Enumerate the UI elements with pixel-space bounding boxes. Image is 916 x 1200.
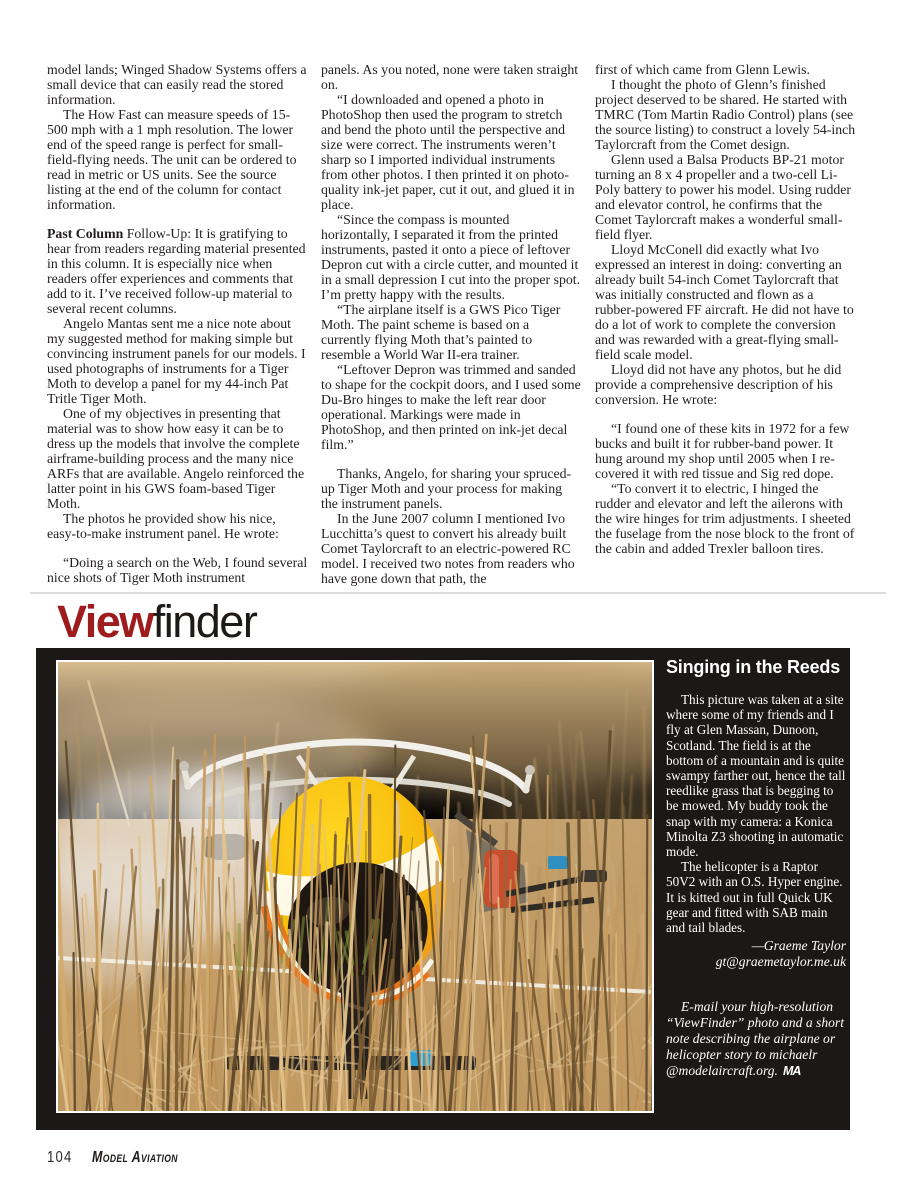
- viewfinder-section-title: [57, 598, 256, 646]
- paragraph: Glenn used a Balsa Products BP-21 motor turning an 8 x 4 propeller and a two-cell Li-Poly battery to power his model. Using rudder and elevator control, he confirms that the Comet Taylorcraft makes a wonderful small-field flyer.: [595, 152, 851, 242]
- section-divider: [30, 592, 886, 594]
- paragraph: The How Fast can measure speeds of 15-500 mph with a 1 mph resolution. The lower end of the speed range is perfect for small-field-flying needs. The unit can be ordered to read in metric or US units. See the source listing at the end of the column for contact information.: [47, 107, 297, 212]
- paragraph: Past Column Follow-Up: It is gratifying to hear from readers regarding material presented in this column. It is especially nice when readers offer experiences and comments that add to it. I’ve received follow-up material to several recent columns.: [47, 226, 306, 316]
- paragraph: “Leftover Depron was trimmed and sanded to shape for the cockpit doors, and I used some Du-Bro hinges to make the left rear door operational. Markings were made in PhotoShop, and then printed on ink-jet decal film.”: [321, 362, 581, 452]
- paragraph: first of which came from Glenn Lewis.: [595, 62, 810, 77]
- viewfinder-title-rest: finder: [152, 596, 257, 647]
- paragraph: This picture was taken at a site where some of my friends and I fly at Glen Massan, Dunoon, Scotland. The field is at the bottom of a mountain and is quite swampy farther out, hence the tall reedlike grass that is begging to be mowed. My buddy took the snap with my camera: a Konica Minolta Z3 shooting in automatic mode.: [666, 692, 846, 860]
- byline: [666, 938, 846, 969]
- byline-name: —Graeme Taylor: [751, 938, 846, 954]
- helicopter-in-reeds-illustration: [58, 662, 652, 1111]
- paragraph: Angelo Mantas sent me a nice note about my suggested method for making simple but convincing instrument panels for our models. I used photographs of instruments for a Tiger Moth to develop a panel for my 44-inch Pat Tritle Tiger Moth.: [47, 316, 306, 406]
- viewfinder-sidebar: [666, 656, 846, 1093]
- magazine-title: Model Aviation: [92, 1149, 179, 1166]
- submission-note: [666, 999, 846, 1079]
- paragraph: “I found one of these kits in 1972 for a few bucks and built it for rubber-band power. It hung around my shop until 2005 when I re-covered it with red tissue and Sig red dope.: [595, 421, 850, 481]
- viewfinder-title-accent: View: [57, 596, 153, 647]
- sidebar-paragraphs: [666, 692, 846, 935]
- viewfinder-photo: [58, 662, 652, 1111]
- article-columns: [47, 62, 856, 586]
- paragraph: The photos he provided show his nice, easy-to-make instrument panel. He wrote:: [47, 511, 279, 541]
- sidebar-heading: Singing in the Reeds: [666, 657, 841, 677]
- photo-frame: [56, 660, 654, 1113]
- paragraph: “Doing a search on the Web, I found several nice shots of Tiger Moth instrument: [47, 555, 308, 585]
- article-column-3: [595, 62, 856, 586]
- paragraph: “I downloaded and opened a photo in PhotoShop then used the program to stretch and bend the photo until the perspective and size were correct. The instruments weren’t sharp so I imported individual instruments from other photos. I then printed it on photo-quality ink-jet paper, cut it out, and glued it in place.: [321, 92, 575, 212]
- paragraph: model lands; Winged Shadow Systems offers a small device that can easily read the stored information.: [47, 62, 307, 107]
- paragraph: The helicopter is a Raptor 50V2 with an O.S. Hyper engine. It is kitted out in full Quick UK gear and fitted with SAB main and tail blades.: [666, 859, 843, 936]
- paragraph: “The airplane itself is a GWS Pico Tiger Moth. The paint scheme is based on a currently flying Moth that’s painted to resemble a World War II-era trainer.: [321, 302, 561, 362]
- viewfinder-box: [36, 648, 850, 1130]
- article-column-1: [47, 62, 308, 586]
- page-number: 104: [47, 1149, 73, 1166]
- article-column-2: [321, 62, 582, 586]
- paragraph: panels. As you noted, none were taken straight on.: [321, 62, 579, 92]
- ma-logo: MA: [782, 1063, 801, 1078]
- paragraph: “To convert it to electric, I hinged the rudder and elevator and left the ailerons with the wire hinges for trim adjustments. I sheeted the fuselage from the nose block to the front of the cabin and added Trexler balloon tires.: [595, 481, 855, 556]
- page-footer: [47, 1149, 202, 1167]
- paragraph: “Since the compass is mounted horizontally, I separated it from the printed instruments, pasted it onto a piece of leftover Depron cut with a circle cutter, and mounted it in a small depression I cut into the proper spot. I’m pretty happy with the results.: [321, 212, 581, 302]
- paragraph: I thought the photo of Glenn’s finished project deserved to be shared. He started with TMRC (Tom Martin Radio Control) plans (see the source listing) to construct a lovely 54-inch Taylorcraft from the Comet design.: [595, 77, 856, 152]
- paragraph: One of my objectives in presenting that material was to show how easy it can be to dress up the models that involve the complete airframe-building process and the many nice ARFs that are available. Angelo reinforced the latter point in his GWS foam-based Tiger Moth.: [47, 406, 305, 511]
- submission-note-text: E-mail your high-resolution “ViewFinder” photo and a short note describing the airplane or helicopter story to michaelr @modelaircraft.org.: [666, 999, 844, 1078]
- paragraph: Thanks, Angelo, for sharing your spruced-up Tiger Moth and your process for making the instrument panels.: [321, 466, 572, 511]
- paragraph: Lloyd did not have any photos, but he did provide a comprehensive description of his conversion. He wrote:: [595, 362, 842, 407]
- byline-email: gt@graemetaylor.me.uk: [715, 953, 846, 969]
- paragraph: Lloyd McConell did exactly what Ivo expressed an interest in doing: converting an already built 54-inch Comet Taylorcraft that was initially constructed and flown as a rubber-powered FF aircraft. He did not have to do a lot of work to complete the conversion and was rewarded with a great-flying small-field scale model.: [595, 242, 854, 362]
- paragraph: In the June 2007 column I mentioned Ivo Lucchitta’s quest to convert his already built Comet Taylorcraft to an electric-powered RC model. I received two notes from readers who have gone down that path, the: [321, 511, 575, 586]
